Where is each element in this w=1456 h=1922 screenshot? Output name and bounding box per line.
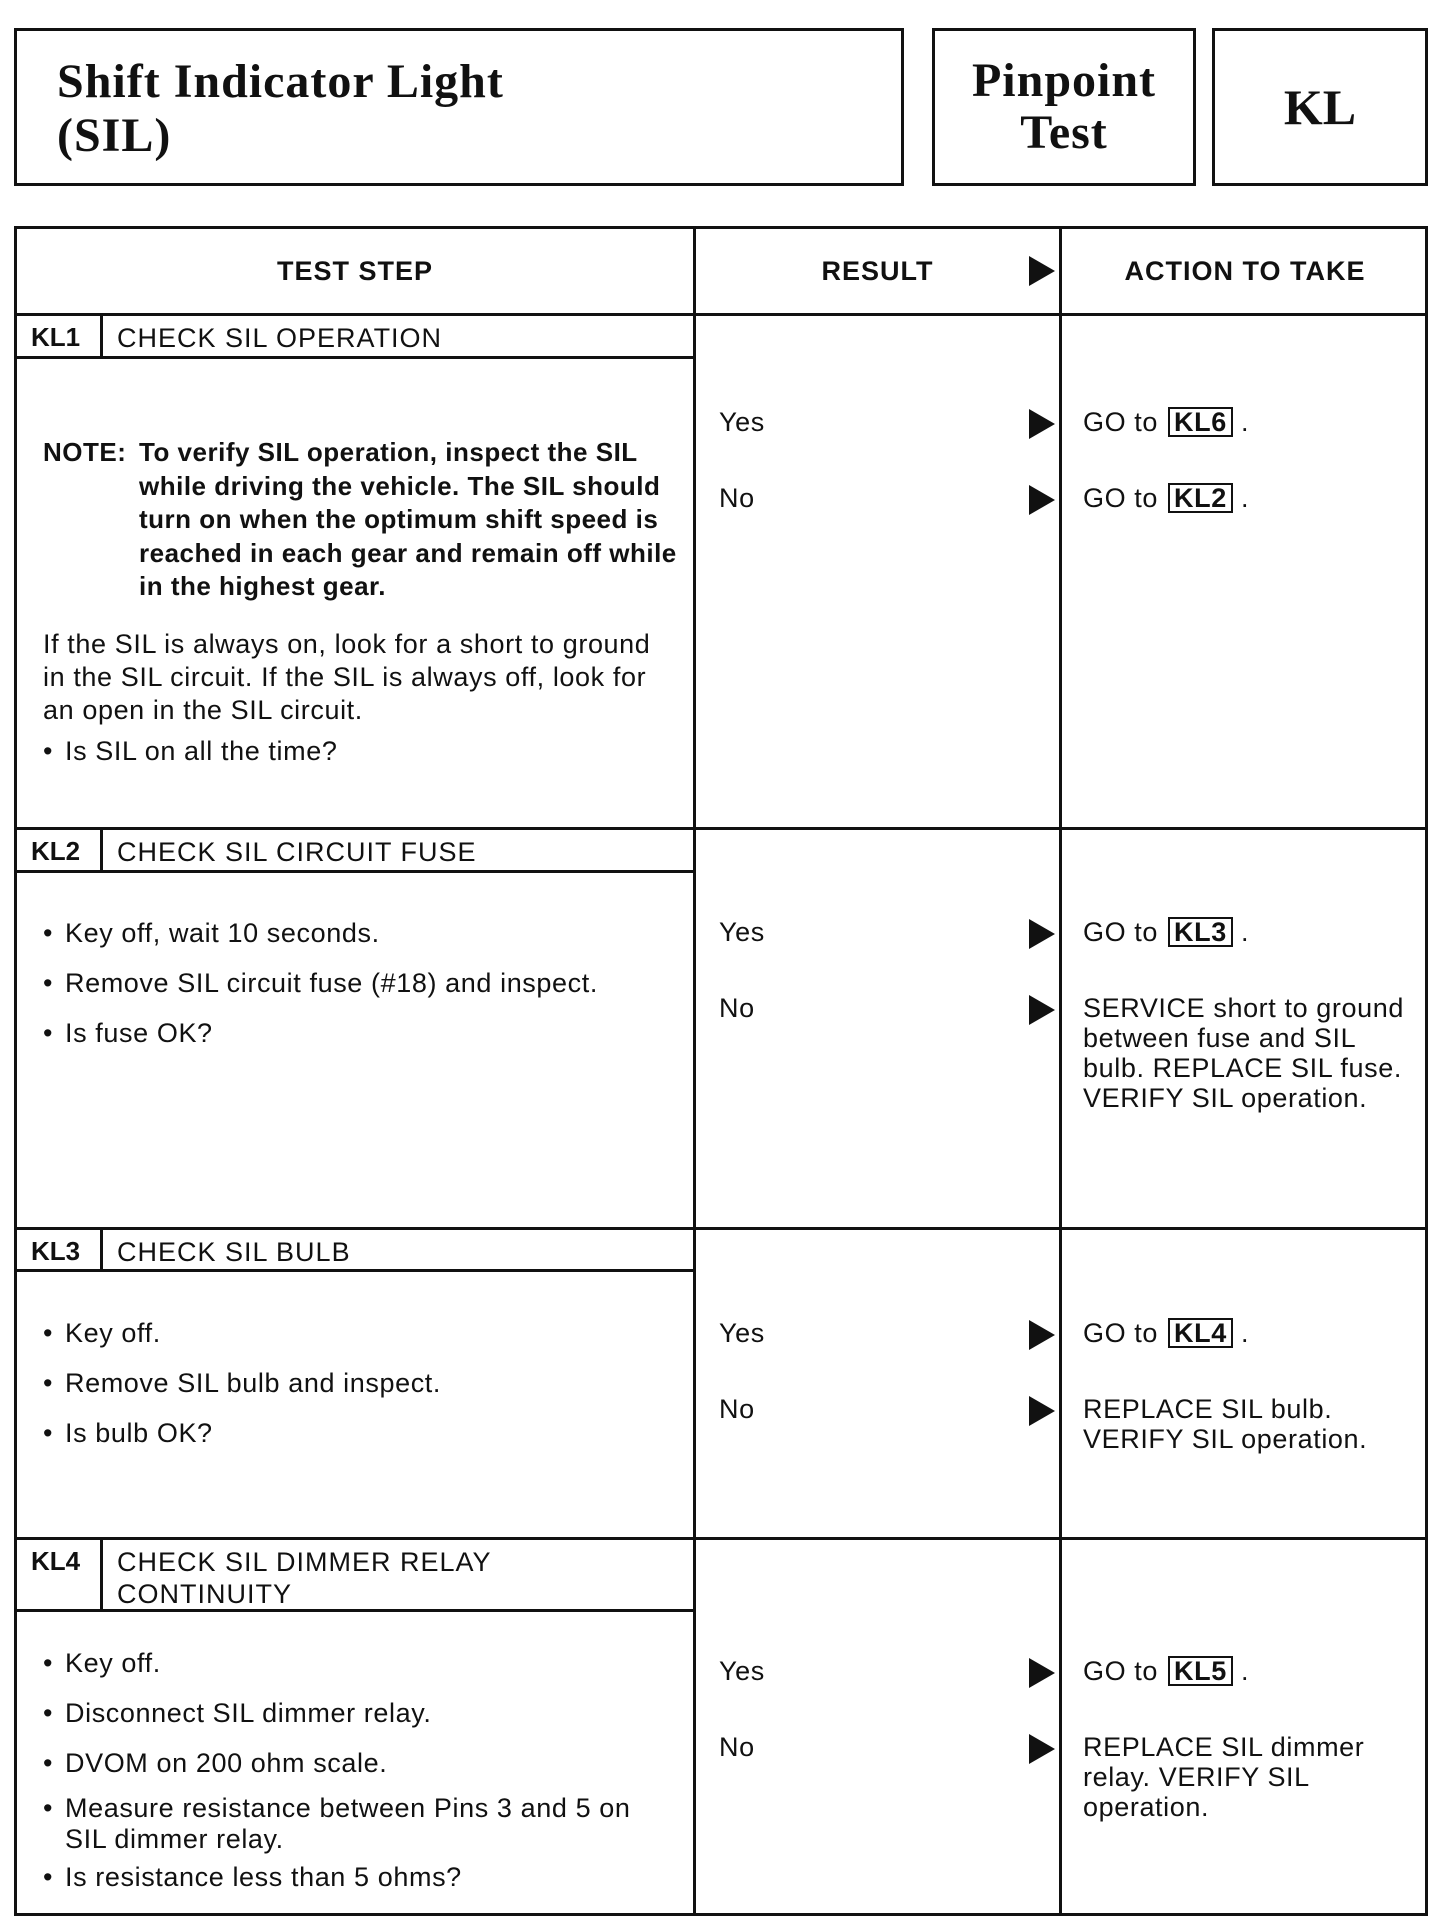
step-kl2: [17, 830, 693, 1227]
header-action: ACTION TO TAKE: [1124, 255, 1366, 286]
result-no: No: [719, 1732, 755, 1762]
step-kl3: [17, 1230, 693, 1537]
step-bullet: • Disconnect SIL dimmer relay.: [43, 1698, 431, 1729]
note-label: NOTE:: [43, 437, 127, 467]
step-ref-badge: KL2: [1168, 483, 1233, 513]
step-id: KL3: [17, 1230, 103, 1269]
step-header: [17, 1230, 693, 1272]
result-yes: Yes: [719, 1656, 765, 1686]
pinpoint-label: Pinpoint: [971, 54, 1157, 107]
result-no: No: [719, 483, 755, 513]
step-bullet: • Key off, wait 10 seconds.: [43, 918, 380, 949]
title-line-1: Shift Indicator Light: [57, 55, 504, 108]
step-kl1: [17, 316, 693, 827]
step-bullet: • Is SIL on all the time?: [43, 736, 337, 767]
action-yes: GO to KL5 .: [1083, 1656, 1250, 1686]
step-bullet: • Is bulb OK?: [43, 1418, 213, 1449]
step-bullet: • Remove SIL circuit fuse (#18) and inspect.: [43, 968, 598, 999]
result-no: No: [719, 1394, 755, 1424]
note-text: To verify SIL operation, inspect the SIL while driving the vehicle. The SIL should turn on when the optimum shift speed is reached in each gear and remain off while in the highest gear.: [139, 437, 677, 601]
arrow-icon: [1029, 485, 1055, 515]
action-no: REPLACE SIL bulb. VERIFY SIL operation.: [1083, 1394, 1368, 1454]
step-id: KL2: [17, 830, 103, 870]
arrow-icon: [1029, 1734, 1055, 1764]
arrow-icon: [1029, 409, 1055, 439]
step-bullet: • Key off.: [43, 1648, 161, 1679]
test-label: Test: [1020, 106, 1108, 159]
step-bullet: • Remove SIL bulb and inspect.: [43, 1368, 441, 1399]
step-ref-badge: KL4: [1168, 1318, 1233, 1348]
step-header: [17, 316, 693, 359]
step-paragraph: If the SIL is always on, look for a short to ground in the SIL circuit. If the SIL is always off, look for an open in the SIL circuit.: [43, 629, 651, 725]
action-yes: GO to KL3 .: [1083, 917, 1250, 947]
result-yes: Yes: [719, 1318, 765, 1348]
arrow-icon: [1029, 1320, 1055, 1350]
step-ref-badge: KL5: [1168, 1656, 1233, 1686]
arrow-icon: [1029, 256, 1055, 286]
step-title: CHECK SIL DIMMER RELAY CONTINUITY: [117, 1547, 492, 1609]
step-title: CHECK SIL BULB: [117, 1237, 351, 1267]
header-test-step: TEST STEP: [276, 255, 434, 286]
header-result: RESULT: [821, 255, 934, 286]
action-no: GO to KL2 .: [1083, 483, 1250, 513]
step-id: KL1: [17, 316, 103, 356]
step-kl4: [17, 1540, 693, 1913]
step-id: KL4: [17, 1540, 103, 1609]
step-bullet: • Measure resistance between Pins 3 and 5 on SIL dimmer relay.: [43, 1793, 675, 1855]
column-divider-2: [1059, 229, 1062, 1913]
title-box: [14, 28, 904, 186]
step-bullet: • Key off.: [43, 1318, 161, 1349]
step-bullet: • Is resistance less than 5 ohms?: [43, 1862, 462, 1893]
step-bullet: • Is fuse OK?: [43, 1018, 213, 1049]
page-title: [57, 55, 504, 163]
test-code-box: [1212, 28, 1428, 186]
action-yes: GO to KL4 .: [1083, 1318, 1250, 1348]
action-no: REPLACE SIL dimmer relay. VERIFY SIL operation.: [1083, 1732, 1365, 1822]
step-bullet: • DVOM on 200 ohm scale.: [43, 1748, 387, 1779]
step-title: CHECK SIL OPERATION: [117, 323, 443, 353]
title-line-2: (SIL): [57, 109, 172, 162]
action-no: SERVICE short to ground between fuse and SIL bulb. REPLACE SIL fuse. VERIFY SIL operation.: [1083, 993, 1404, 1113]
action-yes: GO to KL6 .: [1083, 407, 1250, 437]
result-no: No: [719, 993, 755, 1023]
step-ref-badge: KL6: [1168, 407, 1233, 437]
step-header: [17, 830, 693, 873]
arrow-icon: [1029, 995, 1055, 1025]
column-divider-1: [693, 229, 696, 1913]
step-title: CHECK SIL CIRCUIT FUSE: [117, 837, 477, 867]
arrow-icon: [1029, 919, 1055, 949]
result-yes: Yes: [719, 917, 765, 947]
arrow-icon: [1029, 1658, 1055, 1688]
test-code: KL: [1283, 79, 1357, 135]
pinpoint-test-box: [932, 28, 1196, 186]
pinpoint-test-table: [14, 226, 1428, 1916]
step-header: [17, 1540, 693, 1612]
arrow-icon: [1029, 1396, 1055, 1426]
result-yes: Yes: [719, 407, 765, 437]
step-ref-badge: KL3: [1168, 917, 1233, 947]
